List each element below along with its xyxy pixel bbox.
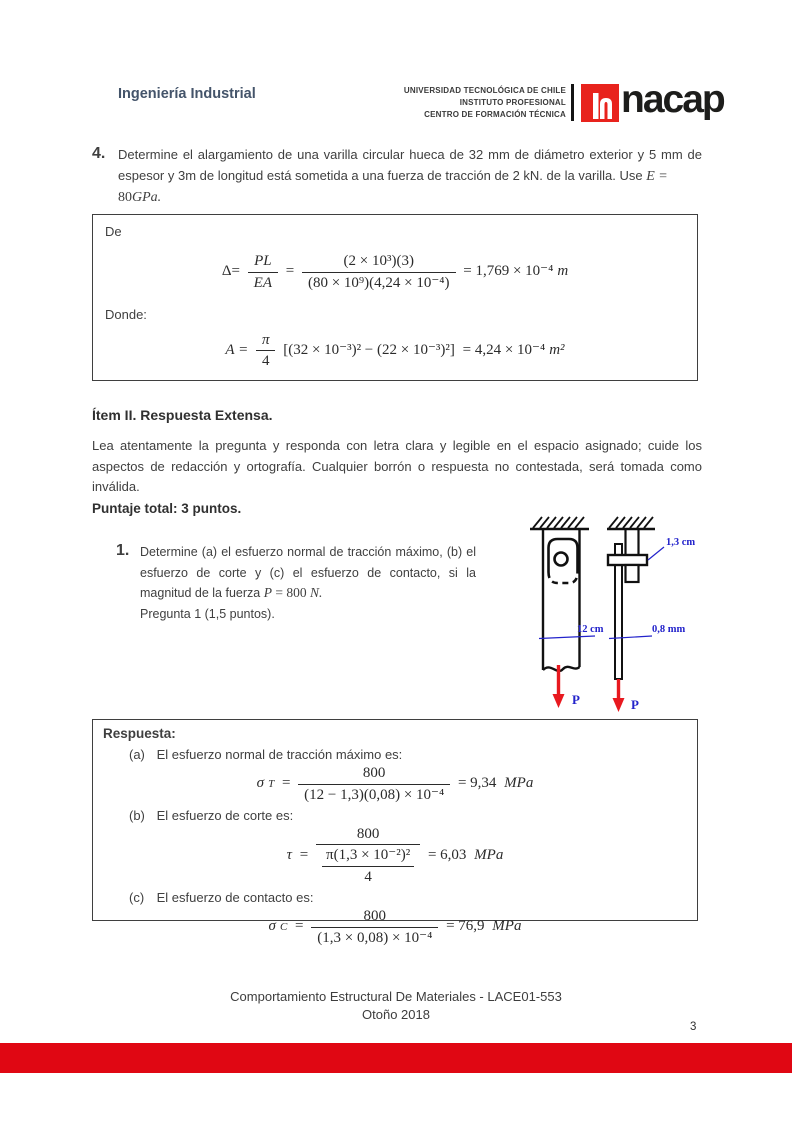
solution-box — [92, 214, 698, 381]
item2-title: Ítem II. Respuesta Extensa. — [92, 407, 273, 423]
inacap-logo-icon — [581, 84, 619, 122]
formula-unit: MPa — [504, 775, 534, 792]
formula-sigma-t: σ T = $\frac{800}{\text{(12 − 1,3)(0,08) × 10⁻⁴}}$ = 9,34 MPa — [256, 765, 534, 803]
institution-block — [286, 85, 566, 121]
support-diagram-svg — [515, 512, 725, 718]
formula-elongation: Δ= $\frac{PL}{EA}$ = $\frac{\text{(2 × 10³)(3)}}{\text{(80 × 10⁹)(4,24 × 10⁻⁴)}}$ = 1,769 × 10⁻⁴ m — [221, 253, 569, 291]
dim-label-08mm: 0,8 mm — [652, 624, 686, 635]
score-note: Puntaje total: 3 puntos. — [92, 501, 242, 516]
question-1-text — [140, 542, 476, 624]
force-arrow-left — [553, 665, 565, 708]
header-divider — [571, 84, 574, 121]
answer-box — [92, 719, 698, 946]
collar-washer — [608, 555, 647, 565]
question-4-math-value: 80 — [118, 190, 132, 205]
clevis-plate-hidden-edge — [549, 572, 578, 583]
formula-result: = 1,769 × 10⁻⁴ — [463, 263, 554, 280]
question-4-body: Determine el alargamiento de una varilla circular hueca de 32 mm de diámetro exterior y 5 mm de espesor y 3m de longitud está sometida a una fuerza de tracción de 2 kN. de la varilla. Use — [118, 147, 702, 183]
nested-fraction: $\frac{\text{π(1,3 × 10⁻²)²}}{4}$ — [322, 847, 414, 886]
question-4-number: 4. — [92, 145, 106, 162]
question-1-math-p: P — [263, 585, 272, 600]
formula-lhs: A = — [225, 341, 249, 358]
fraction: $\frac{800}{\frac{\text{π(1,3 × 10⁻²)²}}{4}}$ — [316, 825, 420, 886]
institution-line: UNIVERSIDAD TECNOLÓGICA DE CHILE — [403, 86, 566, 95]
formula-tau: τ = $\frac{800}{\frac{\text{π(1,3 × 10⁻²)²}}{4}}$ = 6,03 MPa — [286, 825, 504, 886]
institution-line: CENTRO DE FORMACIÓN TÉCNICA — [424, 110, 566, 119]
solution-intro: De — [105, 224, 122, 239]
force-arrow-right — [613, 679, 625, 712]
footer-course: Comportamiento Estructural De Materiales - LACE01-553 — [230, 989, 562, 1004]
bolt-shank — [626, 529, 639, 555]
program-title: Ingeniería Industrial — [118, 86, 256, 102]
formula-area: A = $\frac{\pi}{4}$ [(32 × 10⁻³)² − (22 × 10⁻³)²] = 4,24 × 10⁻⁴ m² — [225, 331, 565, 370]
footer-term: Otoño 2018 — [362, 1007, 430, 1022]
answer-part-a: (a) El esfuerzo normal de tracción máximo es: — [129, 747, 403, 762]
formula-result: = 76,9 — [446, 918, 489, 935]
formula-unit: MPa — [474, 846, 504, 863]
dim-label-12cm: 12 cm — [577, 624, 604, 635]
dim-label-13cm: 1,3 cm — [666, 537, 696, 548]
inacap-logo-word: nacap — [621, 78, 724, 121]
answer-title: Respuesta: — [103, 726, 176, 741]
formula-result: = 9,34 — [457, 775, 501, 792]
formula-unit: m² — [549, 341, 565, 358]
answer-part-b: (b) El esfuerzo de corte es: — [129, 807, 294, 823]
institution-line: INSTITUTO PROFESIONAL — [459, 98, 566, 107]
formula-sigma-c: σ C = $\frac{800}{\text{(1,3 × 0,08) × 10⁻⁴}}$ = 76,9 MPa — [268, 907, 522, 946]
force-label-left: P — [572, 692, 580, 707]
question-4-math-symbol: E = — [646, 168, 668, 184]
question-1-number: 1. — [116, 542, 130, 559]
item2-instructions: Lea atentamente la pregunta y responda con letra clara y legible en el espacio asignado; cuide los aspectos de redacción y ortografía. Cualquier borrón o respuesta no contestada, será tomada como inválida. — [92, 438, 702, 494]
support-diagram — [515, 512, 725, 723]
formula-unit: m — [557, 263, 569, 280]
ceiling-hatch-left — [533, 517, 584, 528]
question-1-subtitle: Pregunta 1 (1,5 puntos). — [140, 606, 275, 621]
pin-hole — [555, 553, 568, 566]
question-1-math-n: N. — [309, 585, 323, 600]
bolt-head — [626, 565, 639, 582]
fraction: $\frac{800}{\text{(12 − 1,3)(0,08) × 10⁻⁴}}$ — [298, 764, 450, 804]
ceiling-hatch-right — [609, 517, 653, 528]
question-1 — [96, 542, 486, 624]
page-number: 3 — [690, 1021, 697, 1033]
answer-part-c: (c) El esfuerzo de contacto es: — [129, 889, 314, 905]
fraction: $\frac{\pi}{4}$ — [256, 331, 276, 371]
formula-lhs: Δ= — [221, 263, 240, 280]
question-4 — [92, 145, 702, 209]
question-4-text — [118, 145, 702, 209]
formula-result: = 4,24 × 10⁻⁴ — [462, 341, 546, 358]
force-label-right: P — [631, 697, 639, 712]
fraction: $\frac{800}{\text{(1,3 × 0,08) × 10⁻⁴}}$ — [311, 907, 438, 947]
question-1-body: Determine (a) el esfuerzo normal de tracción máximo, (b) el esfuerzo de corte y (c) el esfuerzo de contacto, si la magnitud de la fuerza P = 800 N. — [140, 545, 476, 600]
question-4-math-unit: GPa. — [132, 190, 162, 205]
footer-red-bar — [0, 1043, 792, 1073]
fraction: $\frac{PL}{EA}$ — [248, 252, 278, 292]
formula-unit: MPa — [492, 918, 522, 935]
inacap-logo — [581, 78, 731, 130]
formula-result: = 6,03 — [427, 846, 471, 863]
where-label: Donde: — [105, 306, 147, 322]
fraction: $\frac{\text{(2 × 10³)(3)}}{\text{(80 × 10⁹)(4,24 × 10⁻⁴)}}$ — [302, 252, 456, 292]
